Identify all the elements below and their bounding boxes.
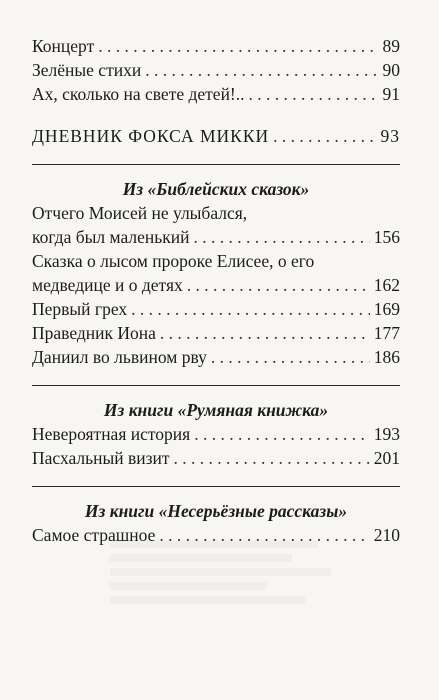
toc-page-number: 210 bbox=[373, 525, 400, 545]
toc-entry-pervyy-grekh bbox=[32, 297, 400, 321]
toc-entry-title: медведице и о детях bbox=[32, 275, 183, 295]
show-through-texture bbox=[110, 540, 370, 610]
toc-entry-title: Концерт bbox=[32, 36, 95, 56]
toc-entry-title: Зелёные стихи bbox=[32, 60, 142, 80]
toc-entry-koncert bbox=[32, 34, 400, 58]
dot-leader bbox=[249, 82, 379, 106]
toc-entry-iona bbox=[32, 321, 400, 345]
toc-page-number: 169 bbox=[373, 299, 400, 319]
toc-entry-title: когда был маленький bbox=[32, 227, 190, 247]
toc-entry-akh-skolko bbox=[32, 82, 400, 106]
dot-leader bbox=[193, 225, 369, 249]
dot-leader bbox=[98, 34, 378, 58]
dot-leader bbox=[131, 297, 370, 321]
toc-entry-title: Невероятная история bbox=[32, 424, 191, 444]
toc-entry-moisey bbox=[32, 225, 400, 249]
toc-entry-title: Первый грех bbox=[32, 299, 128, 319]
toc-page-number: 177 bbox=[373, 323, 400, 343]
dot-leader bbox=[194, 422, 370, 446]
toc-entry-title: Самое страшное bbox=[32, 525, 156, 545]
toc-entry-elisey bbox=[32, 273, 400, 297]
toc-page-number: 186 bbox=[373, 347, 400, 367]
toc-entry-title: Пасхальный визит bbox=[32, 448, 170, 468]
table-of-contents bbox=[32, 34, 400, 547]
dot-leader bbox=[273, 124, 376, 148]
dot-leader bbox=[187, 273, 370, 297]
toc-entry-title: Даниил во львином рву bbox=[32, 347, 207, 367]
dot-leader bbox=[145, 58, 378, 82]
toc-page-number: 90 bbox=[382, 60, 400, 80]
toc-page-number: 156 bbox=[373, 227, 400, 247]
toc-page-number: 201 bbox=[373, 448, 400, 468]
section-heading-rumyanaya: Из книги «Румяная книжка» bbox=[103, 400, 329, 420]
toc-entry-title: Праведник Иона bbox=[32, 323, 156, 343]
toc-page-number: 193 bbox=[373, 424, 400, 444]
dot-leader bbox=[174, 446, 370, 470]
toc-page-number: 93 bbox=[380, 126, 400, 146]
toc-entry-title: Ах, сколько на свете детей!.. bbox=[32, 84, 245, 104]
toc-entry-neveroyatnaya bbox=[32, 422, 400, 446]
toc-page-number: 91 bbox=[382, 84, 400, 104]
section-heading-bible: Из «Библейских сказок» bbox=[122, 179, 310, 199]
toc-entry-zelyonye-stikhi bbox=[32, 58, 400, 82]
toc-entry-paskhalnyy bbox=[32, 446, 400, 470]
toc-page-number: 89 bbox=[382, 36, 400, 56]
toc-entry-title-line: Отчего Моисей не улыбался, bbox=[32, 203, 248, 223]
dot-leader bbox=[211, 345, 370, 369]
toc-entry-diary bbox=[32, 124, 400, 148]
toc-entry-title-line: Сказка о лысом пророке Елисее, о его bbox=[32, 251, 315, 271]
toc-entry-title: ДНЕВНИК ФОКСА МИККИ bbox=[32, 126, 270, 146]
toc-page-number: 162 bbox=[373, 275, 400, 295]
dot-leader bbox=[160, 321, 370, 345]
section-heading-neseryoznye: Из книги «Несерьёзные рассказы» bbox=[84, 501, 348, 521]
toc-entry-daniil bbox=[32, 345, 400, 369]
